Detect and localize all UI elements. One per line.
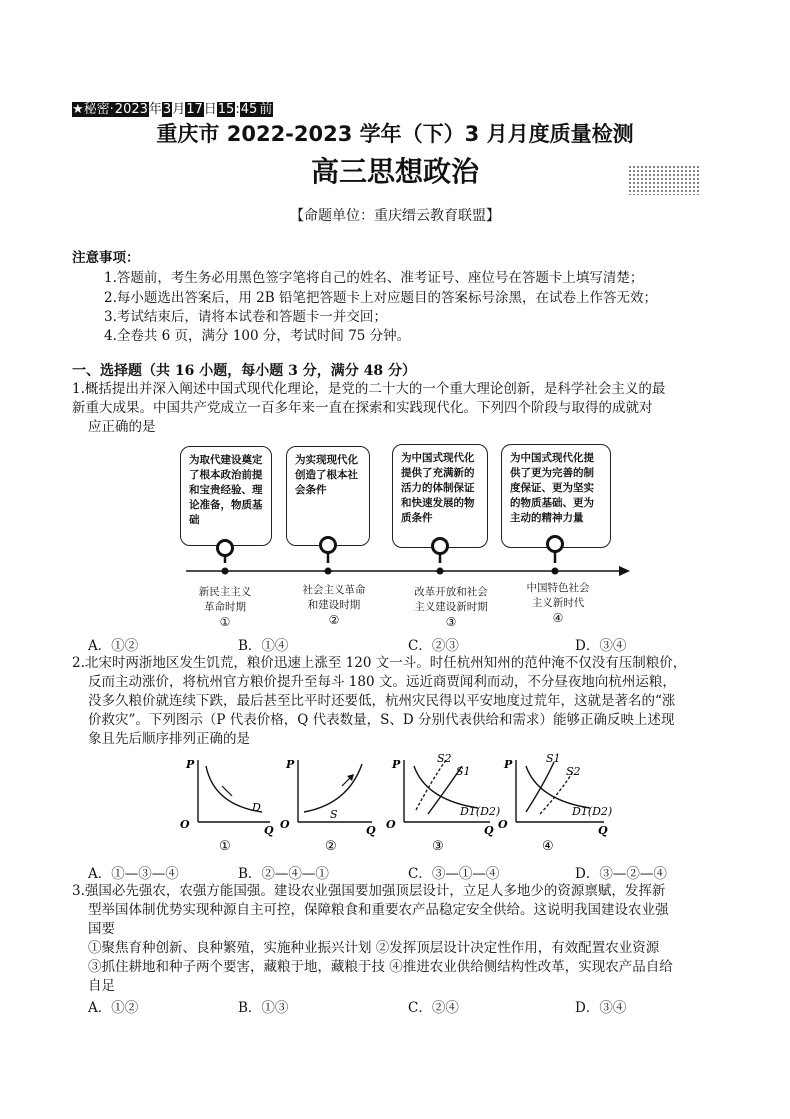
note-item: 3.考试结束后，请将本试卷和答题卡一并交回； — [104, 309, 387, 325]
q3-text-line: 3.强国必先强农，农强方能国强。建设农业强国要加强顶层设计，立足人多地少的资源禀赋，发挥新 — [72, 883, 666, 899]
stage-name: 新民主主义 革命时期 — [198, 586, 252, 613]
q1-option-c[interactable]: C．②③ — [408, 638, 459, 654]
q3-statement-line: 自足 — [88, 978, 115, 994]
q2-text-line: 反而主动涨价，将杭州官方粮价提升至每斗 180 文。远近商贾闻利而动，不分昼夜地向杭州运粮， — [88, 674, 676, 690]
axis-o-label: O — [386, 818, 396, 831]
q3-option-d[interactable]: D．③④ — [575, 1000, 627, 1016]
q2-option-c[interactable]: C．③—①—④ — [408, 866, 500, 882]
q1-text-line: 应正确的是 — [88, 419, 156, 435]
secret-before: 前 — [259, 102, 273, 117]
exam-subject: 高三思想政治 — [310, 155, 479, 188]
exam-unit: 【命题单位：重庆缙云教育联盟】 — [290, 208, 500, 224]
axis-p-label: P — [392, 758, 401, 771]
graph-number: ② — [325, 839, 337, 854]
q2-text-line: 没多久粮价就连续下跌，最后甚至比平时还要低，杭州灾民得以平安地度过荒年，这就是著名的“涨 — [88, 693, 676, 709]
graph-3 — [386, 752, 500, 837]
q2-text-line: 价救灾”。下列图示（P 代表价格，Q 代表数量，S、D 分别代表供给和需求）能够正确反映上述现 — [88, 712, 675, 728]
notes-heading: 注意事项： — [72, 250, 140, 266]
curve-label: S2 — [566, 765, 581, 778]
q2-text-line: 2.北宋时两浙地区发生饥荒，粮价迅速上涨至 120 文一斗。时任杭州知州的范仲淹不仅没有压制粮价， — [72, 655, 687, 671]
q3-option-a[interactable]: A．①② — [88, 1000, 139, 1016]
timeline-box-2: 为实现现代化创造了根本社会条件 — [286, 446, 370, 546]
curve-label: S2 — [437, 752, 452, 765]
secret-hour: 15 — [217, 102, 235, 117]
q1-option-a[interactable]: A．①② — [88, 638, 139, 654]
stage-number: ③ — [445, 615, 457, 629]
exam-title: 重庆市 2022-2023 学年（下）3 月月度质量检测 — [156, 122, 634, 146]
q3-statement-line: ③抓住耕地和种子两个要害，藏粮于地，藏粮于技 ④推进农业供给侧结构性改革，实现农产品自给 — [88, 959, 673, 975]
curve-label: D1(D2) — [460, 805, 501, 818]
stage-name: 社会主义革命 和建设时期 — [302, 584, 366, 611]
q2-option-b[interactable]: B．②—④—① — [238, 866, 329, 882]
supply-curve — [304, 764, 362, 812]
axis-p-label: P — [286, 758, 295, 771]
secret-day: 17 — [186, 102, 203, 117]
curve-label: S1 — [456, 765, 471, 778]
secret-month: 3 — [162, 102, 172, 117]
shift-arrow-icon — [222, 786, 232, 796]
q3-statement-line: ①聚焦育种创新、良种繁殖，实施种业振兴计划 ②发挥顶层设计决定性作用，有效配置农业资源 — [88, 940, 660, 956]
secret-colon: : — [235, 102, 240, 117]
axis-o-label: O — [498, 818, 508, 831]
q3-text-line: 型举国体制优势实现种源自主可控，保障粮食和重要农产品稳定安全供给。这说明我国建设农业强 — [88, 902, 669, 918]
q3-text-line: 国要 — [88, 921, 115, 937]
q2-option-a[interactable]: A．①—③—④ — [88, 866, 179, 882]
note-item: 1.答题前，考生务必用黑色签字笔将自己的姓名、准考证号、座位号在答题卡上填写清楚； — [104, 270, 644, 286]
secret-month-unit: 月 — [172, 102, 186, 117]
axis-q-label: Q — [598, 824, 608, 837]
timeline-box-4: 为中国式现代化提供了更为完善的制度保证、更为坚实的物质基础、更为主动的精神力量 — [501, 444, 611, 548]
graph-number: ④ — [542, 839, 554, 854]
q1-text-line: 新重大成果。中国共产党成立一百多年来一直在探索和实践现代化。下列四个阶段与取得的成就对 — [72, 400, 653, 416]
note-item: 2.每小题选出答案后，用 2B 铅笔把答题卡上对应题目的答案标号涂黑，在试卷上作答无效； — [104, 290, 657, 306]
secret-prefix: ★秘密· — [72, 102, 114, 117]
axis-q-label: Q — [264, 824, 274, 837]
curve-label: D1(D2) — [572, 805, 613, 818]
timeline-box-1: 为取代建设奠定了根本政治前提和宝贵经验、理论准备，物质基础 — [180, 446, 272, 546]
axis-q-label: Q — [366, 824, 376, 837]
graph-1 — [180, 758, 274, 837]
curve-label: D — [252, 801, 261, 814]
q2-text-line: 象且先后顺序排列正确的是 — [88, 731, 250, 747]
stage-name: 中国特色社会 主义新时代 — [526, 582, 590, 609]
graph-4 — [498, 752, 612, 837]
stage-name: 改革开放和社会 主义建设新时期 — [414, 586, 488, 613]
graph-number: ③ — [432, 839, 444, 854]
note-item: 4.全卷共 6 页，满分 100 分，考试时间 75 分钟。 — [104, 328, 411, 344]
section-heading: 一、选择题（共 16 小题，每小题 3 分，满分 48 分） — [72, 363, 416, 379]
secret-minute: 45 — [240, 102, 258, 117]
supply-curve-s2 — [416, 760, 446, 810]
axis-p-label: P — [504, 758, 513, 771]
axis-o-label: O — [280, 818, 290, 831]
timeline-box-3: 为中国式现代化提供了充满新的活力的体制保证和快速发展的物质条件 — [392, 444, 488, 548]
secret-year-unit: 年 — [148, 102, 162, 117]
stage-number: ② — [328, 613, 340, 627]
q3-option-b[interactable]: B．①③ — [238, 1000, 289, 1016]
q3-option-c[interactable]: C．②④ — [408, 1000, 459, 1016]
q1-text-line: 1.概括提出并深入阐述中国式现代化理论，是党的二十大的一个重大理论创新，是科学社会主义的最 — [72, 381, 666, 397]
stage-number: ④ — [552, 611, 564, 625]
secret-day-unit: 日 — [203, 102, 217, 117]
curve-label: S — [330, 808, 338, 821]
axis-p-label: P — [186, 758, 195, 771]
curve-label: S1 — [546, 752, 561, 765]
q2-option-d[interactable]: D．③—②—④ — [575, 866, 667, 882]
secret-year: 2023 — [114, 102, 148, 117]
graph-number: ① — [219, 839, 231, 854]
q1-option-b[interactable]: B．①④ — [238, 638, 289, 654]
q1-option-d[interactable]: D．③④ — [575, 638, 627, 654]
stage-number: ① — [219, 615, 231, 629]
axis-o-label: O — [180, 818, 190, 831]
axis-q-label: Q — [484, 824, 494, 837]
graph-2 — [280, 758, 376, 837]
